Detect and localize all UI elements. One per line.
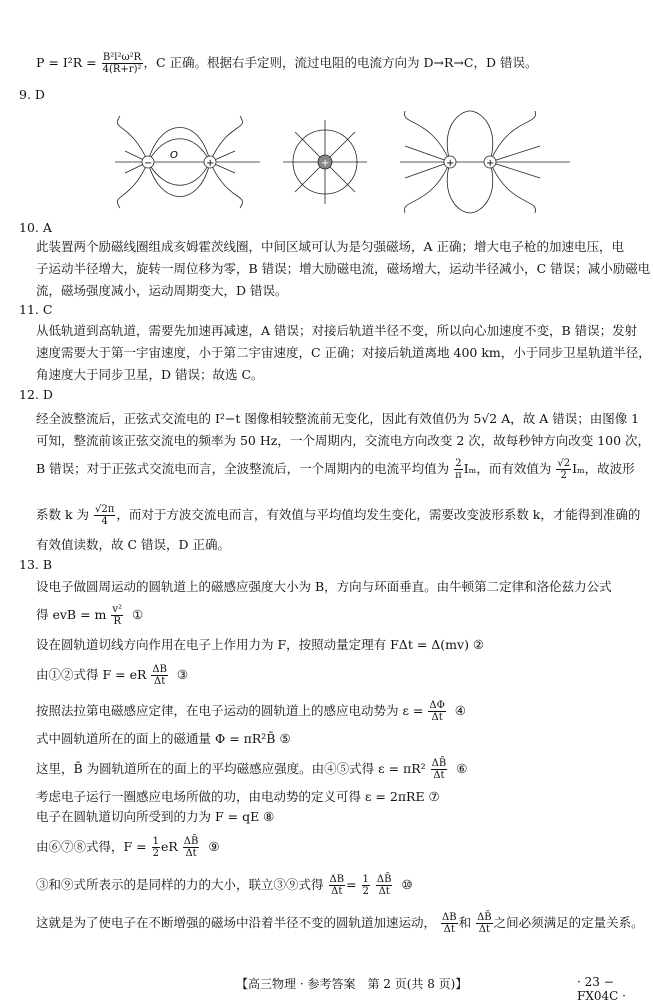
text: 和 bbox=[458, 915, 472, 930]
text: 按照法拉第电磁感应定律，在电子运动的圆轨道上的感应电动势为 ε = bbox=[36, 703, 424, 718]
text: Iₘ，故波形 bbox=[572, 461, 635, 476]
formula-lhs: P = I²R = bbox=[36, 55, 97, 70]
equation-number: ⑩ bbox=[401, 877, 413, 892]
q12-line: 经全波整流后，正弦式交流电的 I²−t 图像相较整流前无变化，因此有效值仍为 5√2 A，故 A 错误；由图像 1 bbox=[36, 411, 640, 426]
q12-line: 有效值读数，故 C 错误，D 正确。 bbox=[36, 537, 231, 552]
q11-line: 从低轨道到高轨道，需要先加速再减速，A 错误；对接后轨道半径不变，所以向心加速度不变，B 错误；发射 bbox=[36, 323, 638, 338]
positive-charge-sign-right2: + bbox=[486, 158, 495, 169]
q12-line: 可知，整流前该正弦交流电的频率为 50 Hz，一个周期内，交流电方向改变 2 次，故每秒钟方向改变 100 次， bbox=[36, 433, 651, 448]
fraction-denominator: Δt bbox=[478, 924, 490, 935]
equation-number: ⑥ bbox=[456, 761, 468, 776]
q13-line: 电子在圆轨道切向所受到的力为 F = qE ⑧ bbox=[36, 809, 275, 824]
fraction-numerator: √2π bbox=[95, 504, 115, 515]
fraction-denominator: 2 bbox=[362, 886, 369, 897]
fraction-denominator: 2 bbox=[560, 470, 567, 481]
equation-number: ① bbox=[132, 607, 144, 622]
q13-line bbox=[36, 700, 466, 723]
fraction-denominator: Δt bbox=[443, 924, 455, 935]
fraction-denominator: Δt bbox=[331, 886, 343, 897]
q10-line: 子运动半径增大，旋转一周位移为零，B 错误；增大励磁电流，磁场增大，运动半径减小，C 错误；减小励磁电 bbox=[36, 261, 651, 276]
fraction bbox=[376, 874, 393, 897]
q13-line bbox=[36, 874, 413, 897]
q13-line: 设电子做圆周运动的圆轨道上的磁感应强度大小为 B，方向与环面垂直。由牛顿第二定律和洛伦兹力公式 bbox=[36, 579, 612, 594]
dipole-field-diagram bbox=[115, 116, 260, 208]
text: = bbox=[346, 877, 357, 892]
fraction-numerator: 1 bbox=[152, 836, 159, 847]
fraction-numerator: 2 bbox=[455, 458, 462, 469]
fraction-numerator: ΔB̄ bbox=[477, 912, 492, 923]
fraction-numerator: ΔΦ bbox=[429, 700, 445, 711]
fraction bbox=[476, 912, 493, 935]
fraction-denominator: 2 bbox=[152, 848, 159, 859]
fraction bbox=[329, 874, 346, 897]
fraction bbox=[94, 504, 115, 527]
fraction-numerator: ΔB bbox=[329, 874, 345, 885]
q12-line bbox=[36, 504, 640, 527]
fraction-denominator: R bbox=[113, 616, 121, 627]
text: Iₘ，而有效值为 bbox=[463, 461, 552, 476]
negative-charge-sign: − bbox=[144, 158, 153, 169]
fraction bbox=[428, 700, 445, 723]
fraction bbox=[556, 458, 571, 481]
q12-line bbox=[36, 458, 635, 481]
q13-line: 式中圆轨道所在的面上的磁通量 Φ = πR²B̄ ⑤ bbox=[36, 731, 291, 746]
fraction bbox=[454, 458, 463, 481]
q13-line bbox=[36, 836, 220, 859]
q13-line bbox=[36, 664, 188, 687]
fraction-denominator: 4 bbox=[101, 516, 108, 527]
q13-line bbox=[36, 758, 467, 781]
q11-line: 角速度大于同步卫星，D 错误；故选 C。 bbox=[36, 367, 264, 382]
formula-line-power bbox=[36, 52, 537, 75]
text: 系数 k 为 bbox=[36, 507, 90, 522]
fraction-numerator: 1 bbox=[362, 874, 369, 885]
like-charges-diagram bbox=[400, 111, 570, 213]
q10-line: 流，磁场强度减小，运动周期变大，D 错误。 bbox=[36, 283, 288, 298]
q13-line bbox=[36, 604, 143, 627]
q10-line: 此装置两个励磁线圈组成亥姆霍茨线圈，中间区域可认为是匀强磁场，A 正确；增大电子枪的加速电压，电 bbox=[36, 239, 625, 254]
fraction-numerator: ΔB bbox=[442, 912, 457, 923]
fraction bbox=[152, 836, 160, 859]
footer-page-info: 【高三物理 · 参考答案 第 2 页(共 8 页)】 bbox=[236, 977, 468, 991]
fraction-denominator: Δt bbox=[154, 676, 166, 687]
equation-number: ⑨ bbox=[208, 839, 220, 854]
fraction-denominator: 4(R+r)² bbox=[102, 64, 142, 75]
fraction-denominator: Δt bbox=[433, 770, 445, 781]
fraction bbox=[183, 836, 200, 859]
question-9-label: 9. D bbox=[19, 87, 45, 102]
text: ③和⑨式所表示的是同样的力的大小，联立③⑨式得 bbox=[36, 877, 324, 892]
text: 之间必须满足的定量关系。 bbox=[493, 915, 644, 930]
positive-charge-sign-center: + bbox=[321, 158, 330, 169]
fraction bbox=[102, 52, 143, 75]
positive-charge-sign-right1: + bbox=[446, 158, 455, 169]
q13-line: 考虑电子运行一圈感应电场所做的功，由电动势的定义可得 ε = 2πRE ⑦ bbox=[36, 789, 440, 804]
fraction-denominator: π bbox=[455, 470, 462, 481]
fraction bbox=[111, 604, 123, 627]
q13-line bbox=[36, 912, 644, 935]
footer-code: · 23 − FX04C · bbox=[577, 975, 626, 1003]
fraction-numerator: ΔB bbox=[152, 664, 167, 675]
fraction-denominator: Δt bbox=[378, 886, 390, 897]
positive-charge-sign-left: + bbox=[206, 158, 215, 169]
text: 由①②式得 F = eR bbox=[36, 667, 147, 682]
fraction-denominator: Δt bbox=[185, 848, 197, 859]
fraction-numerator: √2 bbox=[557, 458, 571, 469]
fraction bbox=[441, 912, 458, 935]
fraction bbox=[362, 874, 370, 897]
q13-line: 设在圆轨道切线方向作用在电子上作用力为 F，按照动量定理有 FΔt = Δ(mv) ② bbox=[36, 637, 485, 652]
field-line-diagrams bbox=[100, 106, 570, 216]
fraction-numerator: B²l²ω²R bbox=[102, 52, 142, 63]
question-13-label: 13. B bbox=[19, 557, 53, 572]
equation-number: ④ bbox=[454, 703, 466, 718]
text: B 错误；对于正弦式交流电而言，全波整流后，一个周期内的电流平均值为 bbox=[36, 461, 450, 476]
origin-label: O bbox=[170, 150, 178, 161]
fraction bbox=[431, 758, 448, 781]
q11-line: 速度需要大于第一宇宙速度，小于第二宇宙速度，C 正确；对接后轨道离地 400 km，小于同步卫星轨道半径， bbox=[36, 345, 651, 360]
text: eR bbox=[160, 839, 178, 854]
fraction-denominator: Δt bbox=[431, 712, 443, 723]
question-12-label: 12. D bbox=[19, 387, 53, 402]
text: 这就是为了使电子在不断增强的磁场中沿着半径不变的圆轨道加速运动， bbox=[36, 915, 437, 930]
text: 由⑥⑦⑧式得，F = bbox=[36, 839, 147, 854]
text: 得 evB = m bbox=[36, 607, 107, 622]
text: ，而对于方波交流电而言，有效值与平均值均发生变化，需要改变波形系数 k，才能得到准确的 bbox=[116, 507, 641, 522]
fraction-numerator: v² bbox=[112, 604, 123, 615]
fraction-numerator: ΔB̄ bbox=[431, 758, 447, 769]
formula-rest: ，C 正确。根据右手定则，流过电阻的电流方向为 D→R→C，D 错误。 bbox=[143, 55, 538, 70]
text: 这里，B̄ 为圆轨道所在的面上的平均磁感应强度。由④⑤式得 ε = πR² bbox=[36, 761, 426, 776]
question-11-label: 11. C bbox=[19, 302, 53, 317]
question-10-label: 10. A bbox=[19, 220, 52, 235]
fraction bbox=[151, 664, 168, 687]
fraction-numerator: ΔB̄ bbox=[183, 836, 199, 847]
equation-number: ③ bbox=[176, 667, 189, 682]
fraction-numerator: ΔB̄ bbox=[376, 874, 392, 885]
